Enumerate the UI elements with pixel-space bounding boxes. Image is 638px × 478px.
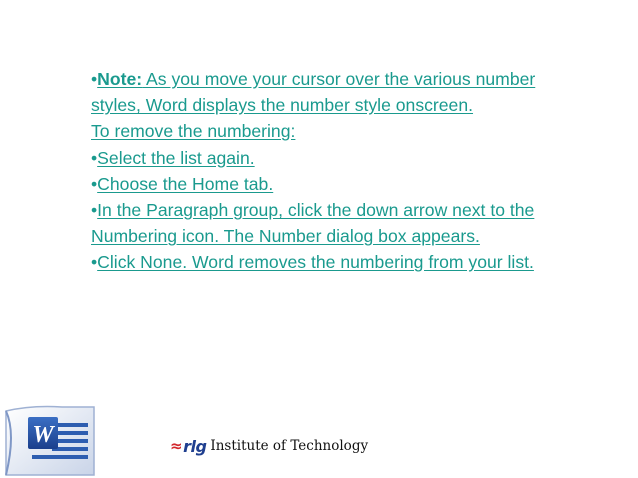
section-heading [91,118,566,144]
swoosh-icon: ≈ [170,437,183,455]
note-text: As you move your cursor over the various number styles, Word displays the number style onscreen. [91,69,536,116]
bullet: • [91,69,98,89]
step-item [91,145,566,171]
step-text: Select the list again. [97,147,255,168]
step-item [91,249,566,275]
step-text: In the Paragraph group, click the down arrow next to the Numbering icon. The Number dialog box appears. [91,200,535,247]
step-text: Choose the Home tab. [97,173,274,194]
word-icon [2,403,102,478]
note-label: Note: [97,69,143,89]
step-item [91,197,566,249]
bullet: • [91,173,98,194]
bullet: • [91,252,98,273]
remove-numbering-heading: To remove the numbering: [91,121,296,142]
rlg-brand: rlg [183,436,207,456]
word-letter: W [32,422,54,448]
bullet: • [91,147,98,168]
slide-body [91,66,566,276]
rlg-logo [170,437,206,456]
bullet: • [91,200,98,221]
note-paragraph [91,66,566,118]
step-item [91,171,566,197]
step-text: Click None. Word removes the numbering from your list. [97,252,534,273]
institute-name: Institute of Technology [210,438,369,454]
footer-brand [170,434,368,458]
